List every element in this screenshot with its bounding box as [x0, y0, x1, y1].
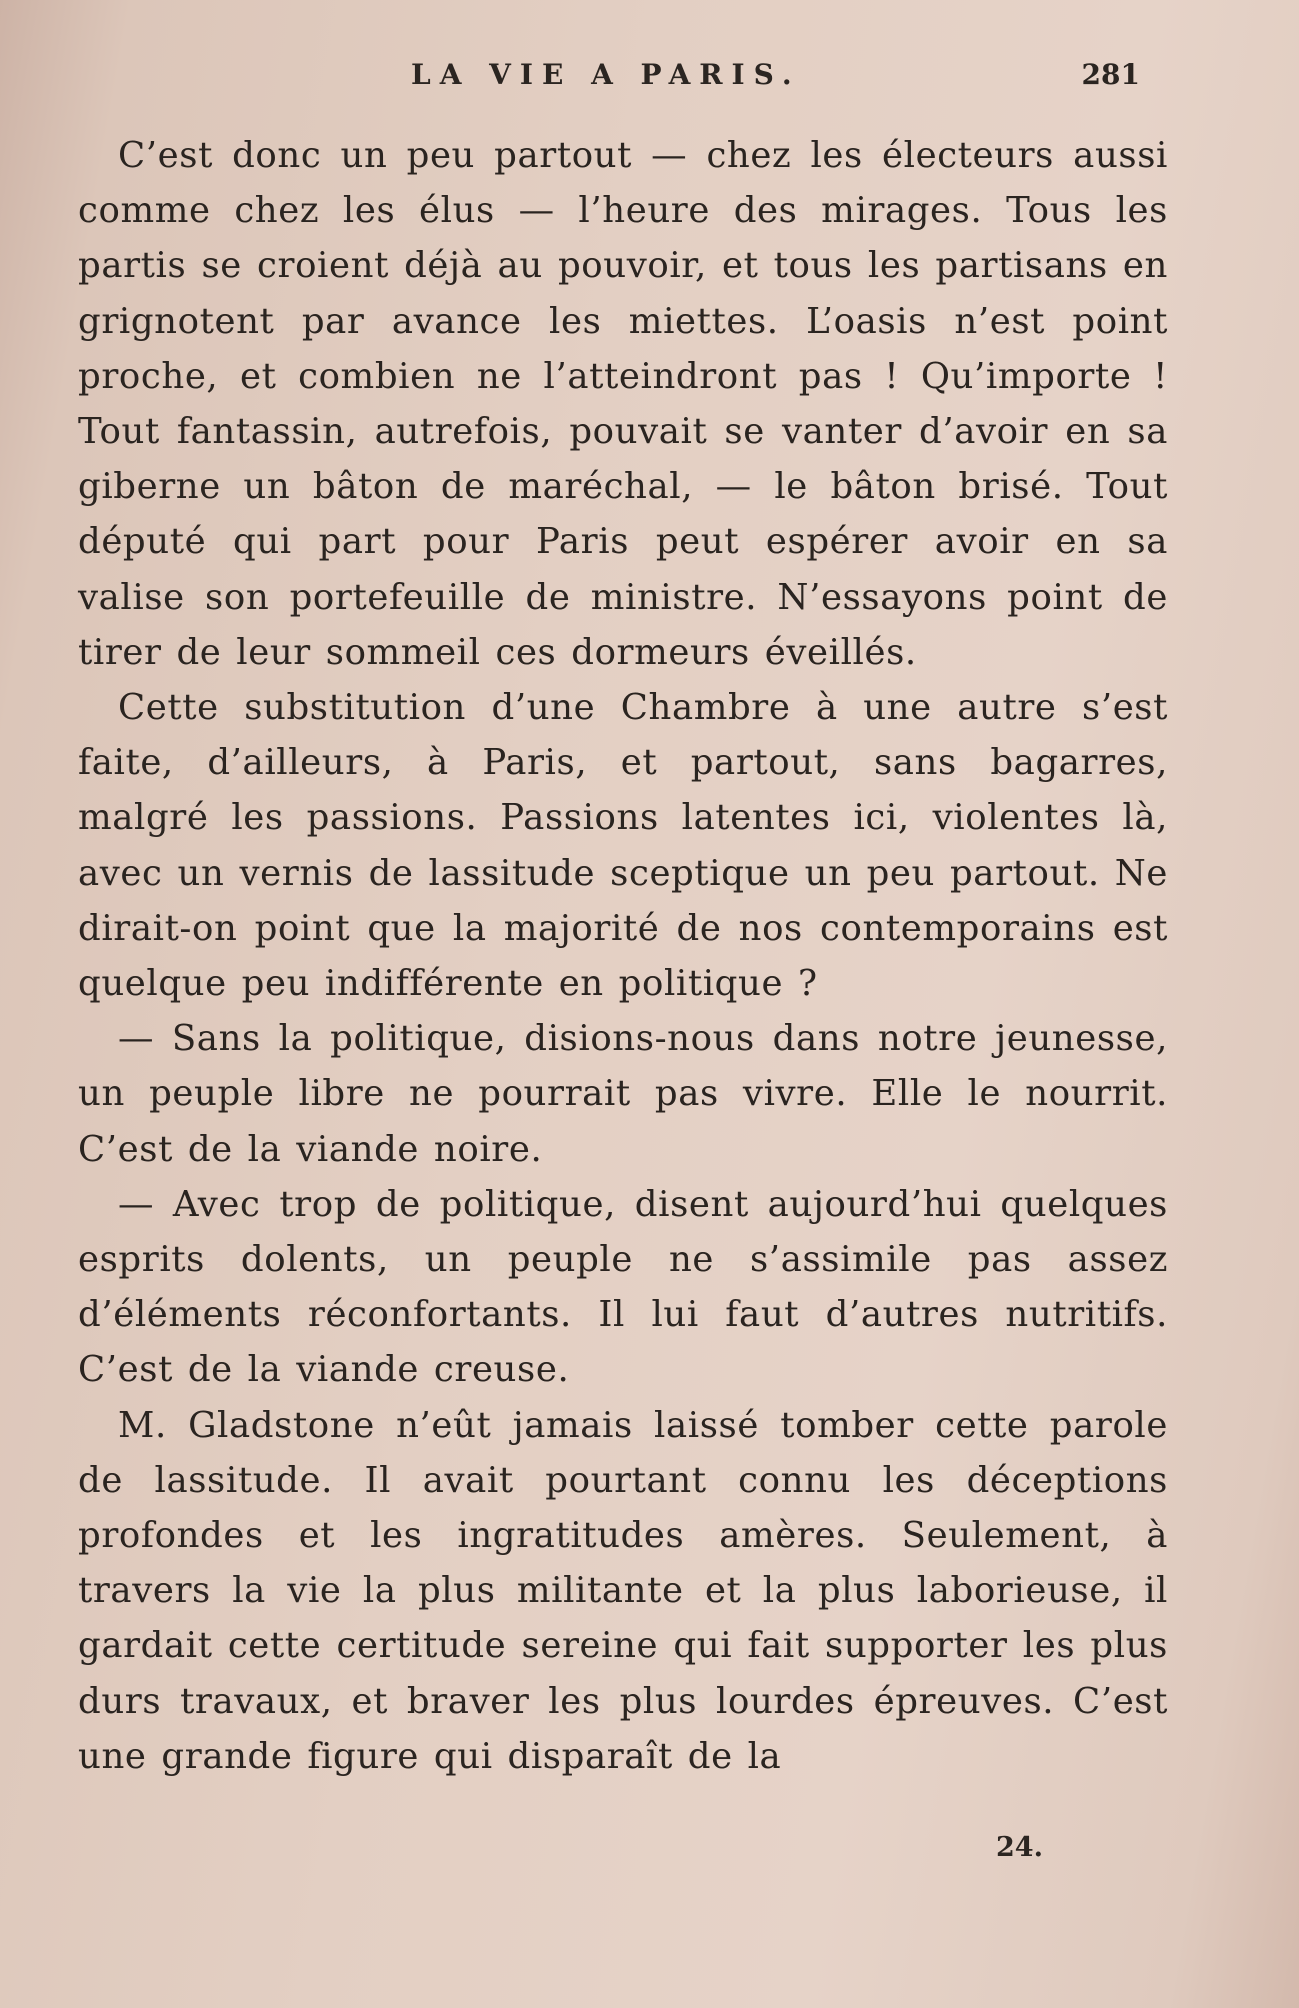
paragraph-3: — Sans la politique, disions-nous dans notre jeunesse, un peuple libre ne pourrait pas vivre. Elle le nourrit. C’est de la viande noire. — [78, 1018, 1168, 1170]
paragraph-2: Cette substitution d’une Chambre à une autre s’est faite, d’ailleurs, à Paris, et partout, sans bagarres, malgré les passions. Passions latentes ici, violentes là, avec un vernis de lassitude sceptique un peu partout. Ne dirait-on point que la majorité de nos contemporains est quelque peu indifférente en politique ? — [78, 687, 1168, 1005]
page-number: 281 — [1081, 58, 1140, 91]
body-text — [78, 128, 1168, 1784]
signature-mark: 24. — [996, 1832, 1043, 1863]
running-title: LA VIE A PARIS. — [411, 58, 801, 91]
page-header — [78, 58, 1138, 108]
paragraph-1: C’est donc un peu partout — chez les électeurs aussi comme chez les élus — l’heure des mirages. Tous les partis se croient déjà au pouvoir, et tous les partisans en grignotent par avance les miettes. L’oasis n’est point proche, et combien ne l’atteindront pas ! Qu’importe ! Tout fantassin, autrefois, pouvait se vanter d’avoir en sa giberne un bâton de maréchal, — le bâton brisé. Tout député qui part pour Paris peut espérer avoir en sa valise son portefeuille de ministre. N’essayons point de tirer de leur sommeil ces dormeurs éveillés. — [78, 135, 1168, 673]
paragraph-4: — Avec trop de politique, disent aujourd’hui quelques esprits dolents, un peuple ne s’assimile pas assez d’éléments réconfortants. Il lui faut d’autres nutritifs. C’est de la viande creuse. — [78, 1183, 1168, 1391]
paragraph-5: M. Gladstone n’eût jamais laissé tomber cette parole de lassitude. Il avait pourtant connu les déceptions profondes et les ingratitudes amères. Seulement, à travers la vie la plus militante et la plus laborieuse, il gardait cette certitude sereine qui fait supporter les plus durs travaux, et braver les plus lourdes épreuves. C’est une grande figure qui disparaît de la — [78, 1404, 1168, 1777]
